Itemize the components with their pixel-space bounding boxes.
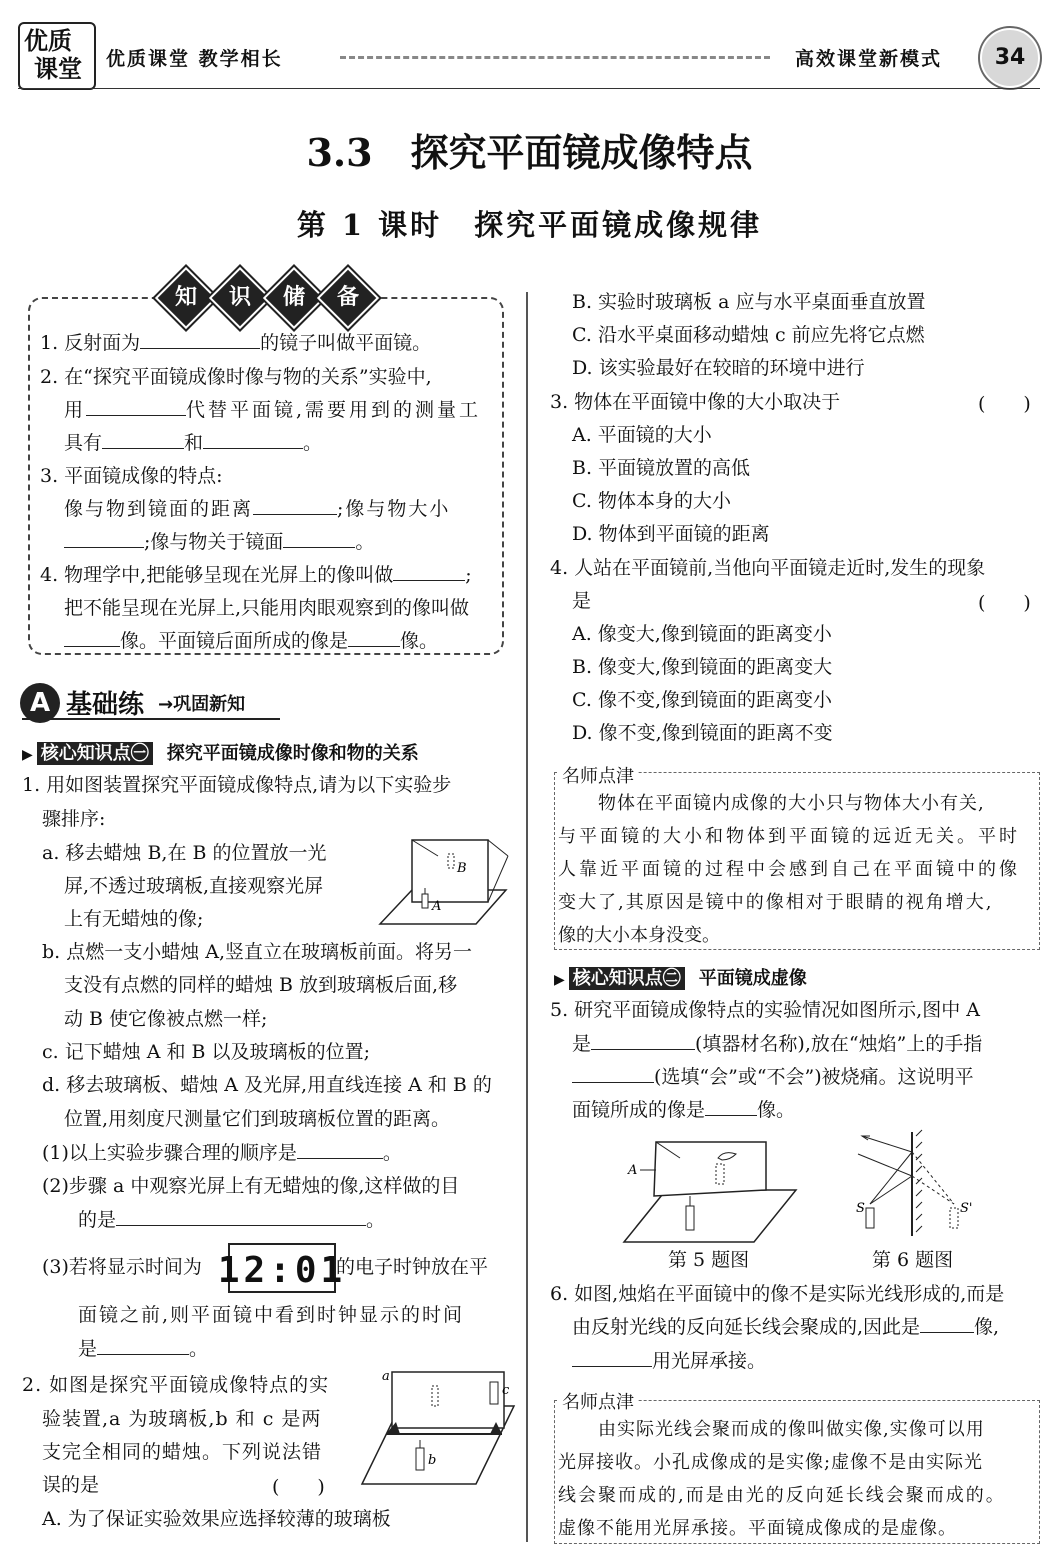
section-a-title: 基础练 <box>66 690 145 720</box>
tip-label-2: 名师点津 <box>558 1388 638 1414</box>
svg-text:a: a <box>382 1369 390 1384</box>
fill-blank[interactable] <box>348 628 400 647</box>
page-number: 34 <box>980 28 1040 88</box>
q1-stem: 1. 用如图装置探究平面镜成像特点,请为以下实验步 <box>22 774 452 796</box>
q4-option-d: D. 像不变,像到镜面的距离不变 <box>572 722 833 744</box>
clock-digits <box>217 1245 347 1291</box>
q1-part-3: (3)若将显示时间为 <box>42 1256 202 1278</box>
key-point-1: ▶ 核心知识点㊀ 探究平面镜成像时像和物的关系 <box>22 743 419 764</box>
q1-step-a: a. 移去蜡烛 B,在 B 的位置放一光 <box>42 842 327 864</box>
answer-blank[interactable] <box>116 1207 366 1226</box>
knowledge-item-4-cont: 把不能呈现在光屏上,只能用肉眼观察到的像叫做 <box>64 597 470 619</box>
tip1-line: 物体在平面镜内成像的大小只与物体大小有关, <box>598 793 985 814</box>
tip2-line: 由实际光线会聚而成的像叫做实像,实像可以用 <box>598 1419 985 1440</box>
q6-stem-cont: 用光屏承接。 <box>572 1348 766 1374</box>
triangle-icon: ▶ <box>554 972 565 988</box>
answer-blank[interactable] <box>572 1064 654 1083</box>
fig5-mirror-experiment <box>620 1138 800 1248</box>
knowledge-item-2-cont: 具有 和 。 <box>64 432 323 454</box>
fill-blank[interactable] <box>102 430 184 449</box>
q2-stem-cont: 验装置,a 为玻璃板,b 和 c 是两 <box>42 1408 322 1430</box>
q6-stem-cont: 由反射光线的反向延长线会聚成的,因此是 像, <box>572 1316 1000 1338</box>
q3-option-b: B. 平面镜放置的高低 <box>572 457 751 479</box>
svg-text:S': S' <box>960 1201 973 1216</box>
section-a-subtitle: →巩固新知 <box>158 694 246 715</box>
svg-text:B: B <box>457 861 467 876</box>
q2-stem-cont: 误的是 <box>42 1474 100 1496</box>
fig6-virtual-image <box>848 1128 978 1238</box>
q3-option-a: A. 平面镜的大小 <box>572 424 712 446</box>
fill-blank[interactable] <box>140 330 260 349</box>
fig5-caption: 第 5 题图 <box>668 1249 750 1271</box>
logo-bottom-text: 课堂 <box>34 55 82 83</box>
q1-part-3-cont: 是 。 <box>78 1338 209 1360</box>
answer-blank[interactable] <box>297 1140 383 1159</box>
knowledge-item-4-cont: 像。平面镜后面所成的像是 像。 <box>64 628 438 654</box>
header-rule <box>18 88 1040 89</box>
lesson-subtitle: 第 1 课时 探究平面镜成像规律 <box>296 208 763 242</box>
q3-stem: 3. 物体在平面镜中像的大小取决于 <box>550 391 841 413</box>
q5-stem-cont: 面镜所成的像是 像。 <box>572 1099 796 1121</box>
q2-stem: 2. 如图是探究平面镜成像特点的实 <box>22 1374 330 1396</box>
q4-answer-paren[interactable]: ( ) <box>978 592 1031 614</box>
page-title: 3.3 探究平面镜成像特点 <box>306 130 753 175</box>
banner-badge: 知 <box>155 267 217 329</box>
tip-label-1: 名师点津 <box>558 762 638 788</box>
tip2-line: 线会聚而成的,而是由光的反向延长线会聚而成的。 <box>558 1485 1006 1506</box>
q1-step-d-cont: 位置,用刻度尺测量它们到玻璃板位置的距离。 <box>64 1108 451 1130</box>
fill-blank[interactable] <box>393 562 465 581</box>
tip1-line: 像的大小本身没变。 <box>558 925 720 946</box>
q2-apparatus-figure <box>356 1364 516 1492</box>
q2-option-d: D. 该实验最好在较暗的环境中进行 <box>572 357 865 379</box>
header-left-slogan: 优质课堂 教学相长 <box>106 48 283 70</box>
q1-part-2-cont: 的是 。 <box>78 1209 386 1231</box>
column-divider <box>526 292 528 1542</box>
svg-text:b: b <box>428 1453 437 1468</box>
q1-stem-cont: 骤排序: <box>42 808 106 830</box>
tip2-line: 虚像不能用光屏承接。平面镜成像成的是虚像。 <box>558 1518 957 1539</box>
q1-step-b: b. 点燃一支小蜡烛 A,竖直立在玻璃板前面。将另一 <box>42 941 473 963</box>
q4-option-c: C. 像不变,像到镜面的距离变小 <box>572 689 832 711</box>
q2-option-b: B. 实验时玻璃板 a 应与水平桌面垂直放置 <box>572 291 926 313</box>
q1-step-a-cont: 屏,不透过玻璃板,直接观察光屏 <box>64 875 324 897</box>
q2-stem-cont: 支完全相同的蜡烛。下列说法错 <box>42 1441 323 1463</box>
svg-text:12:01: 12:01 <box>217 1250 347 1291</box>
fig6-caption: 第 6 题图 <box>872 1249 954 1271</box>
q1-step-d: d. 移去玻璃板、蜡烛 A 及光屏,用直线连接 A 和 B 的 <box>42 1074 492 1096</box>
triangle-icon: ▶ <box>22 747 33 763</box>
knowledge-banner <box>158 276 378 322</box>
fill-blank[interactable] <box>283 529 355 548</box>
banner-badge: 备 <box>317 267 379 329</box>
q4-stem-cont: 是 <box>572 590 592 612</box>
fill-blank[interactable] <box>86 397 186 416</box>
banner-badge: 识 <box>209 267 271 329</box>
fill-blank[interactable] <box>203 430 303 449</box>
q5-stem: 5. 研究平面镜成像特点的实验情况如图所示,图中 A <box>550 999 980 1021</box>
fill-blank[interactable] <box>64 628 120 647</box>
q2-option-c: C. 沿水平桌面移动蜡烛 c 前应先将它点燃 <box>572 324 925 346</box>
q1-step-a-cont: 上有无蜡烛的像; <box>64 908 204 930</box>
svg-text:S: S <box>856 1201 865 1216</box>
q5-stem-cont: (选填“会”或“不会”)被烧痛。这说明平 <box>572 1064 974 1090</box>
answer-blank[interactable] <box>572 1348 652 1367</box>
q2-answer-paren[interactable]: ( ) <box>272 1476 325 1498</box>
knowledge-item-4: 4. 物理学中,把能够呈现在光屏上的像叫做 ; <box>40 564 472 586</box>
q1-apparatus-figure <box>372 834 512 930</box>
knowledge-item-3-cont: 像与物到镜面的距离 ;像与物大小 <box>64 498 451 520</box>
header-dashes <box>340 56 770 59</box>
q4-option-a: A. 像变大,像到镜面的距离变小 <box>572 623 832 645</box>
logo-top-text: 优质 <box>24 27 72 55</box>
q6-stem: 6. 如图,烛焰在平面镜中的像不是实际光线形成的,而是 <box>550 1283 1005 1305</box>
knowledge-item-3-cont: ;像与物关于镜面 。 <box>64 529 374 555</box>
q1-part-3-cont: 面镜之前,则平面镜中看到时钟显示的时间 <box>78 1304 465 1326</box>
knowledge-item-2-cont: 用 代替平面镜,需要用到的测量工 <box>64 399 482 421</box>
tip2-line: 光屏接收。小孔成像成的是实像;虚像不是由实际光 <box>558 1452 984 1473</box>
answer-blank[interactable] <box>705 1097 757 1116</box>
q4-option-b: B. 像变大,像到镜面的距离变大 <box>572 656 833 678</box>
tip1-line: 与平面镜的大小和物体到平面镜的远近无关。平时 <box>558 826 1020 847</box>
knowledge-item-3: 3. 平面镜成像的特点: <box>40 465 223 487</box>
q4-stem: 4. 人站在平面镜前,当他向平面镜走近时,发生的现象 <box>550 557 986 579</box>
q1-step-c: c. 记下蜡烛 A 和 B 以及玻璃板的位置; <box>42 1041 370 1063</box>
svg-text:A: A <box>432 899 442 914</box>
tip1-line: 变大了,其原因是镜中的像相对于眼睛的视角增大, <box>558 892 994 913</box>
header-right-slogan: 高效课堂新模式 <box>795 48 943 70</box>
knowledge-item-1: 1. 反射面为 的镜子叫做平面镜。 <box>40 332 432 354</box>
q3-answer-paren[interactable]: ( ) <box>978 393 1031 415</box>
svg-text:A: A <box>628 1163 638 1178</box>
q1-part-2: (2)步骤 a 中观察光屏上有无蜡烛的像,这样做的目 <box>42 1175 460 1197</box>
fill-blank[interactable] <box>253 496 337 515</box>
answer-blank[interactable] <box>920 1314 974 1333</box>
logo <box>18 22 96 90</box>
answer-blank[interactable] <box>591 1031 695 1050</box>
key-point-2: ▶ 核心知识点㊁ 平面镜成虚像 <box>554 968 807 989</box>
digital-clock <box>217 1243 347 1293</box>
q1-part-3-cont: 的电子时钟放在平 <box>336 1256 489 1278</box>
svg-text:c: c <box>502 1383 510 1398</box>
q1-step-b-cont: 支没有点燃的同样的蜡烛 B 放到玻璃板后面,移 <box>64 974 458 996</box>
banner-badge: 储 <box>263 267 325 329</box>
section-a-rule <box>22 718 280 720</box>
q2-option-a: A. 为了保证实验效果应选择较薄的玻璃板 <box>42 1508 391 1530</box>
section-a-badge: A <box>20 683 60 723</box>
answer-blank[interactable] <box>97 1336 189 1355</box>
q1-step-b-cont: 动 B 使它像被点燃一样; <box>64 1008 268 1030</box>
fill-blank[interactable] <box>64 529 144 548</box>
q5-stem-cont: 是 (填器材名称),放在“烛焰”上的手指 <box>572 1033 983 1055</box>
q3-option-c: C. 物体本身的大小 <box>572 490 731 512</box>
tip1-line: 人靠近平面镜的过程中会感到自己在平面镜中的像 <box>558 859 1020 880</box>
q1-part-1: (1)以上实验步骤合理的顺序是 。 <box>42 1142 402 1164</box>
q3-option-d: D. 物体到平面镜的距离 <box>572 523 770 545</box>
knowledge-item-2: 2. 在“探究平面镜成像时像与物的关系”实验中, <box>40 366 432 388</box>
